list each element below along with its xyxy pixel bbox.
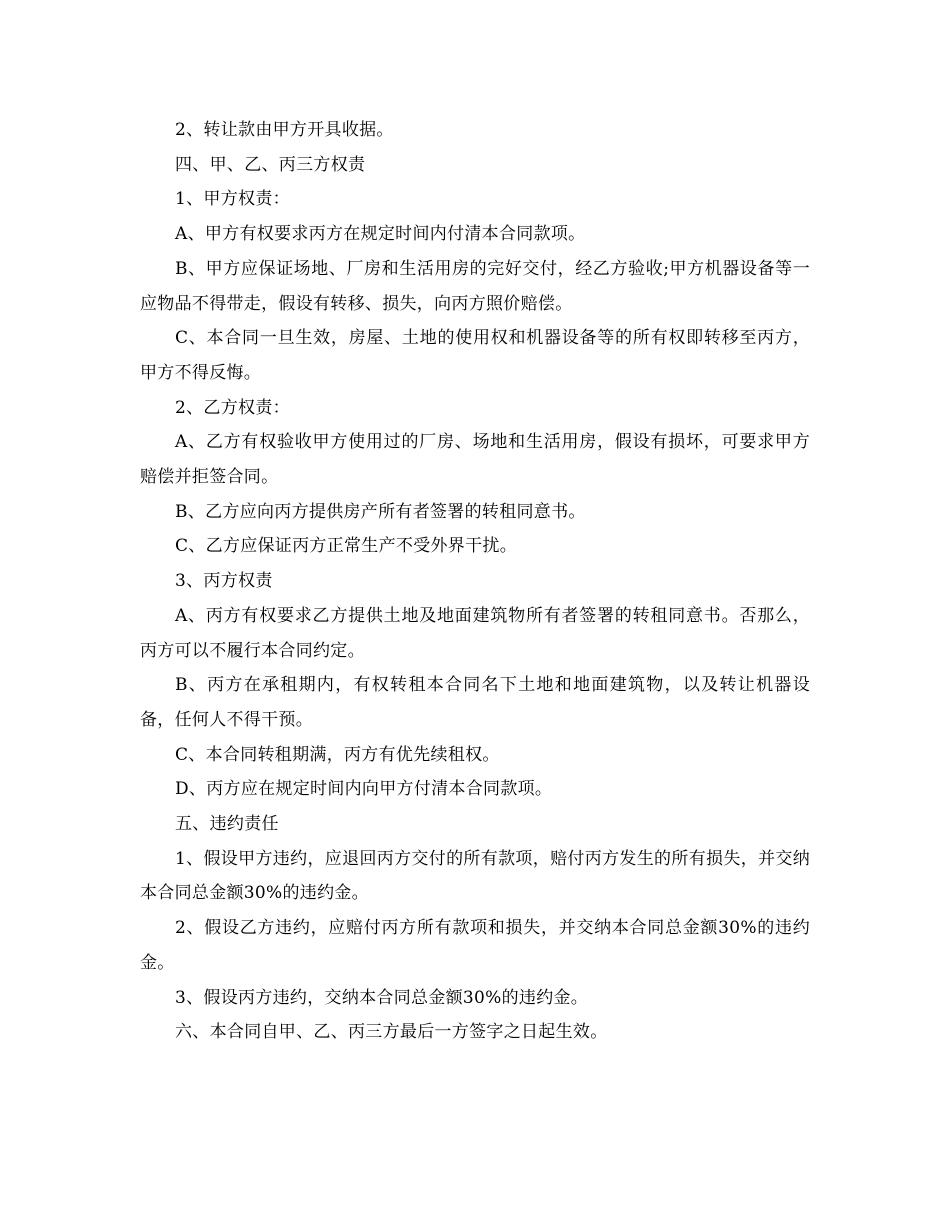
paragraph-payment-receipt: 2、转让款由甲方开具收据。: [175, 120, 394, 140]
section-heading-rights: 四、甲、乙、丙三方权责: [175, 154, 366, 175]
paragraph-party-c-c: C、本合同转租期满，丙方有优先续租权。: [175, 744, 500, 765]
section-heading-breach: 五、违约责任: [175, 814, 279, 835]
paragraph-party-c-b: B、丙方在承租期内，有权转租本合同名下土地和地面建筑物，以及转让机器设备，任何人不得干预。: [140, 675, 810, 730]
paragraph-breach-3: 3、假设丙方违约，交纳本合同总金额30%的违约金。: [175, 987, 589, 1008]
paragraph-party-c-d: D、丙方应在规定时间内向甲方付清本合同款项。: [175, 779, 553, 800]
subheading-party-a: 1、甲方权责：: [175, 189, 290, 210]
paragraph-party-a-a: A、甲方有权要求丙方在规定时间内付清本合同款项。: [175, 224, 586, 245]
paragraph-party-b-b: B、乙方应向丙方提供房产所有者签署的转租同意书。: [175, 501, 586, 522]
paragraph-breach-2: 2、假设乙方违约，应赔付丙方所有款项和损失，并交纳本合同总金额30%的违约金。: [140, 918, 810, 973]
paragraph-party-b-c: C、乙方应保证丙方正常生产不受外界干扰。: [175, 536, 518, 557]
paragraph-party-c-a: A、丙方有权要求乙方提供土地及地面建筑物所有者签署的转租同意书。否那么，丙方可以不履行本合同约定。: [140, 605, 810, 661]
paragraph-breach-1: 1、假设甲方违约，应退回丙方交付的所有款项，赔付丙方发生的所有损失，并交纳本合同总金额30%的违约金。: [140, 848, 810, 904]
paragraph-party-a-b: B、甲方应保证场地、厂房和生活用房的完好交付，经乙方验收;甲方机器设备等一应物品不得带走，假设有转移、损失，向丙方照价赔偿。: [140, 258, 810, 314]
section-heading-effective: 六、本合同自甲、乙、丙三方最后一方签字之日起生效。: [175, 1022, 608, 1043]
subheading-party-c: 3、丙方权责: [175, 571, 273, 592]
document-body: [140, 113, 810, 1050]
paragraph-party-a-c: C、本合同一旦生效，房屋、土地的使用权和机器设备等的所有权即转移至丙方，甲方不得反悔。: [140, 328, 810, 383]
paragraph-party-b-a: A、乙方有权验收甲方使用过的厂房、场地和生活用房，假设有损坏，可要求甲方赔偿并拒签合同。: [140, 432, 810, 488]
subheading-party-b: 2、乙方权责：: [175, 397, 290, 418]
